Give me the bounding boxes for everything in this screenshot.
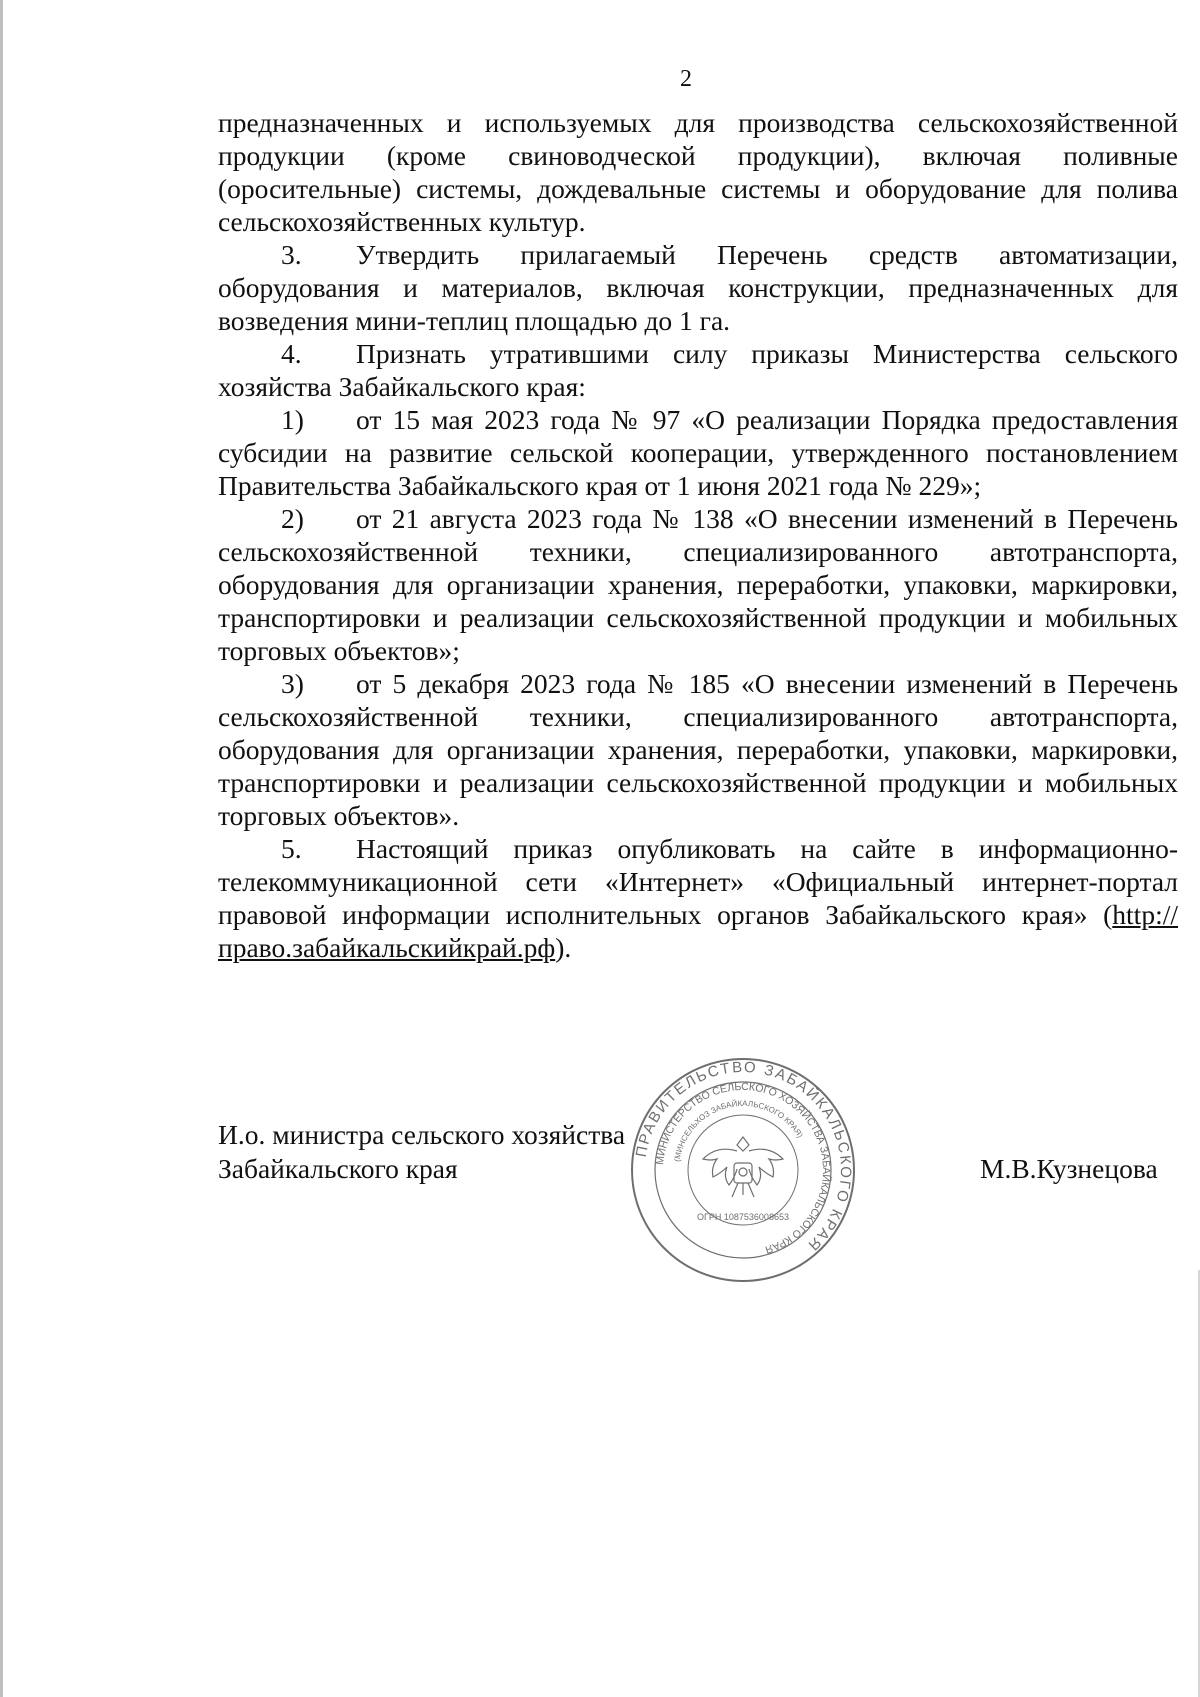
- item-number: 5.: [281, 833, 302, 864]
- portal-link[interactable]: http://право.забайкальскийкрай.рф: [218, 899, 1178, 963]
- seal-ogrn: ОГРН 1087536008653: [697, 1212, 789, 1222]
- coat-of-arms-icon: [703, 1137, 783, 1197]
- subitem-3: [218, 667, 1178, 832]
- item-number: 3.: [281, 239, 302, 270]
- item-number: 4.: [281, 338, 302, 369]
- item-text: от 21 августа 2023 года № 138 «О внесении изменений в Перечень сельскохозяйственной техники, специализированного автотранспорта, оборудования для организации хранения, переработки, упаковки, маркировки, транспортировки и реализации сельскохозяйственной продукции и мобильных торговых объектов»;: [218, 503, 1178, 666]
- position-line-2: Забайкальского края: [218, 1153, 458, 1184]
- official-seal: [628, 1055, 858, 1285]
- item-text: от 15 мая 2023 года № 97 «О реализации Порядка предоставления субсидии на развитие сельской кооперации, утвержденного постановлением Правительства Забайкальского края от 1 июня 2021 года № 229»;: [218, 404, 1178, 501]
- paragraph-4: [218, 337, 1178, 403]
- subitem-2: [218, 502, 1178, 667]
- subitem-1: [218, 403, 1178, 502]
- item-number: 1): [281, 404, 304, 435]
- item-text-end: ).: [555, 932, 572, 963]
- position-line-1: И.о. министра сельского хозяйства: [218, 1119, 626, 1150]
- seal-inner-text: МИНИСТЕРСТВО СЕЛЬСКОГО ХОЗЯЙСТВА ЗАБАЙКАЛЬСКОГО КРАЯ: [654, 1080, 833, 1256]
- item-text: Настоящий приказ опубликовать на сайте в информационно-телекоммуникационной сети «Интернет» «Официальный интернет-портал правовой информации исполнительных органов Забайкальского края» (: [218, 833, 1178, 930]
- paragraph-continuation: предназначенных и используемых для производства сельскохозяйственной продукции (кроме свиноводческой продукции), включая поливные (оросительные) системы, дождевальные системы и оборудование для полива сельскохозяйственных культур.: [218, 107, 1178, 237]
- seal-middle-text: (МИНСЕЛЬХОЗ ЗАБАЙКАЛЬСКОГО КРАЯ): [672, 1098, 805, 1163]
- seal-outer-text: ПРАВИТЕЛЬСТВО ЗАБАЙКАЛЬСКОГО КРАЯ: [632, 1058, 855, 1255]
- item-text: от 5 декабря 2023 года № 185 «О внесении изменений в Перечень сельскохозяйственной техники, специализированного автотранспорта, оборудования для организации хранения, переработки, упаковки, маркировки, транспортировки и реализации сельскохозяйственной продукции и мобильных торговых объектов».: [218, 668, 1178, 831]
- item-text: Признать утратившими силу приказы Министерства сельского хозяйства Забайкальского края:: [218, 338, 1178, 402]
- document-body: [218, 106, 1178, 964]
- item-number: 2): [281, 503, 304, 534]
- item-number: 3): [281, 668, 304, 699]
- paragraph-5: [218, 832, 1178, 964]
- page-number: 2: [680, 66, 692, 92]
- signer-name: М.В.Кузнецова: [980, 1153, 1158, 1184]
- scan-edge-left: [0, 0, 3, 1697]
- signature-position: [218, 1118, 625, 1186]
- paragraph-3: [218, 238, 1178, 337]
- item-text: Утвердить прилагаемый Перечень средств автоматизации, оборудования и материалов, включая конструкции, предназначенных для возведения мини-теплиц площадью до 1 га.: [218, 239, 1178, 336]
